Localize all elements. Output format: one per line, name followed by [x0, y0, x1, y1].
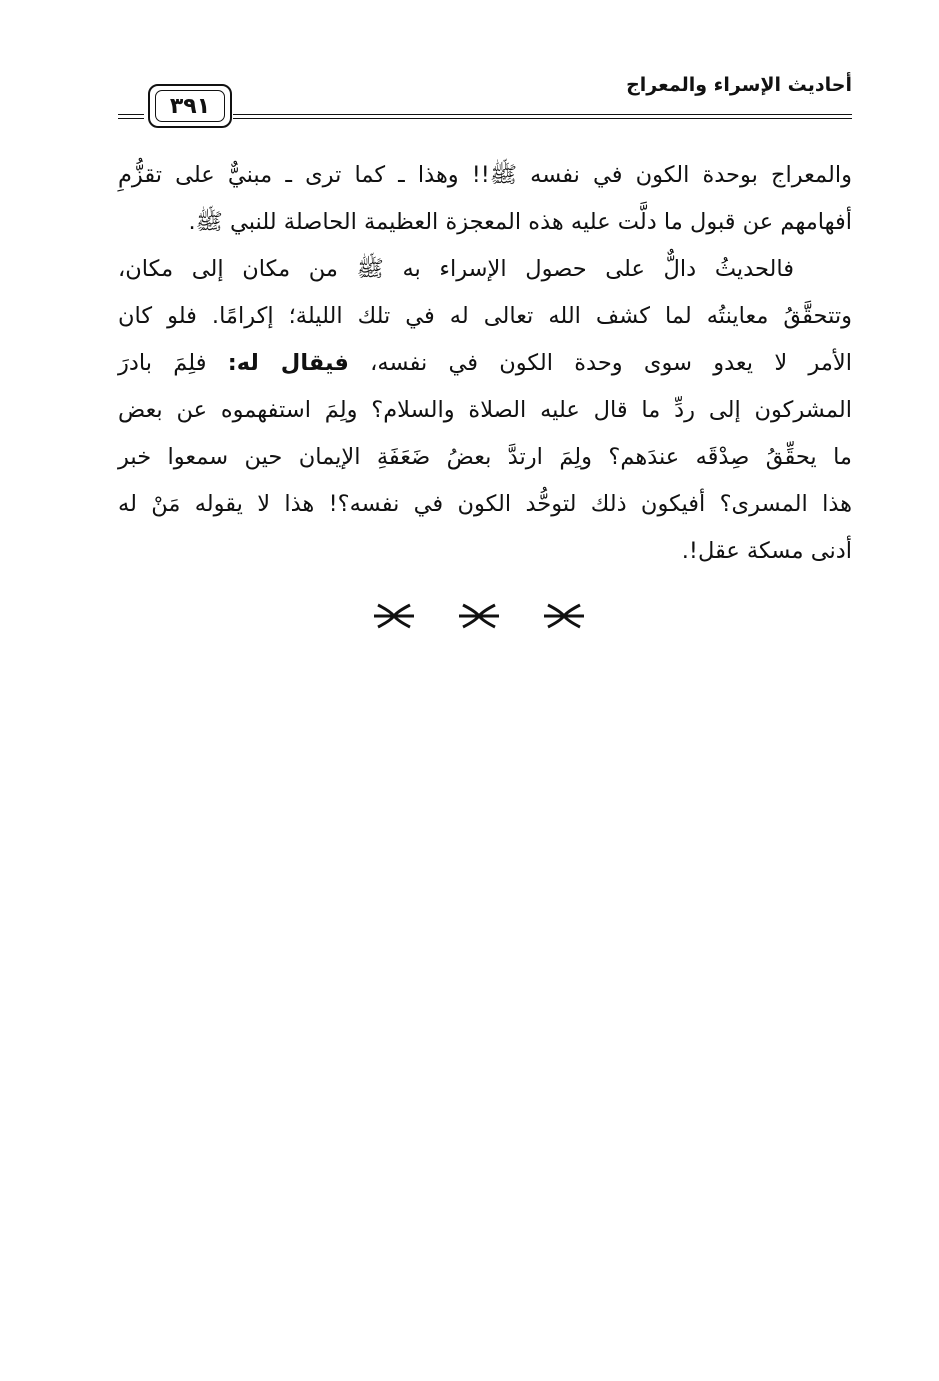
text-line: ما يحقِّقُ صِدْقَه عندَهم؟ ولِمَ ارتدَّ بعضُ ضَعَفَةِ الإيمان حين سمعوا خبر — [118, 444, 852, 470]
text-line: المشركون إلى ردِّ ما قال عليه الصلاة والسلام؟ ولِمَ استفهموه عن بعض — [118, 397, 852, 423]
text-line: أفهامهم عن قبول ما دلَّت عليه هذه المعجزة العظيمة الحاصلة للنبي ﷺ. — [188, 209, 852, 235]
text-line-with-bold — [118, 340, 852, 387]
text-segment: فلِمَ بادرَ — [118, 350, 207, 376]
ornament-icon — [542, 599, 586, 633]
text-line: فالحديثُ دالٌّ على حصول الإسراء به ﷺ من مكان إلى مكان، — [118, 256, 794, 282]
text-line: وتتحقَّقُ معاينتُه لما كشف الله تعالى له في تلك الليلة؛ إكرامًا. فلو كان — [118, 303, 852, 329]
paragraph-1 — [118, 152, 852, 246]
text-line: هذا المسرى؟ أفيكون ذلك لتوحُّد الكون في نفسه؟! هذا لا يقوله مَنْ له — [118, 491, 852, 517]
body-text — [118, 152, 852, 575]
page-number: ٣٩١ — [169, 93, 211, 119]
running-title: أحاديث الإسراء والمعراج — [626, 74, 852, 96]
page-header — [118, 74, 852, 134]
paragraph-2 — [118, 246, 852, 575]
section-end-ornaments — [372, 596, 586, 636]
ornament-icon — [372, 599, 416, 633]
page-number-frame — [148, 84, 232, 128]
ornament-icon — [457, 599, 501, 633]
text-line: أدنى مسكة عقل!. — [681, 538, 852, 564]
header-rule-bottom — [233, 118, 852, 119]
text-line: والمعراج بوحدة الكون في نفسه ﷺ!! وهذا ـ كما ترى ـ مبنيٌّ على تقزُّمِ — [118, 162, 852, 188]
header-rule-left-top — [118, 114, 144, 115]
header-rule-top — [233, 114, 852, 115]
text-segment: الأمر لا يعدو سوى وحدة الكون في نفسه، — [370, 350, 852, 376]
page-number-inner-frame — [155, 90, 225, 122]
header-rule-left-bottom — [118, 118, 144, 119]
bold-phrase: فيقال له: — [227, 350, 349, 376]
